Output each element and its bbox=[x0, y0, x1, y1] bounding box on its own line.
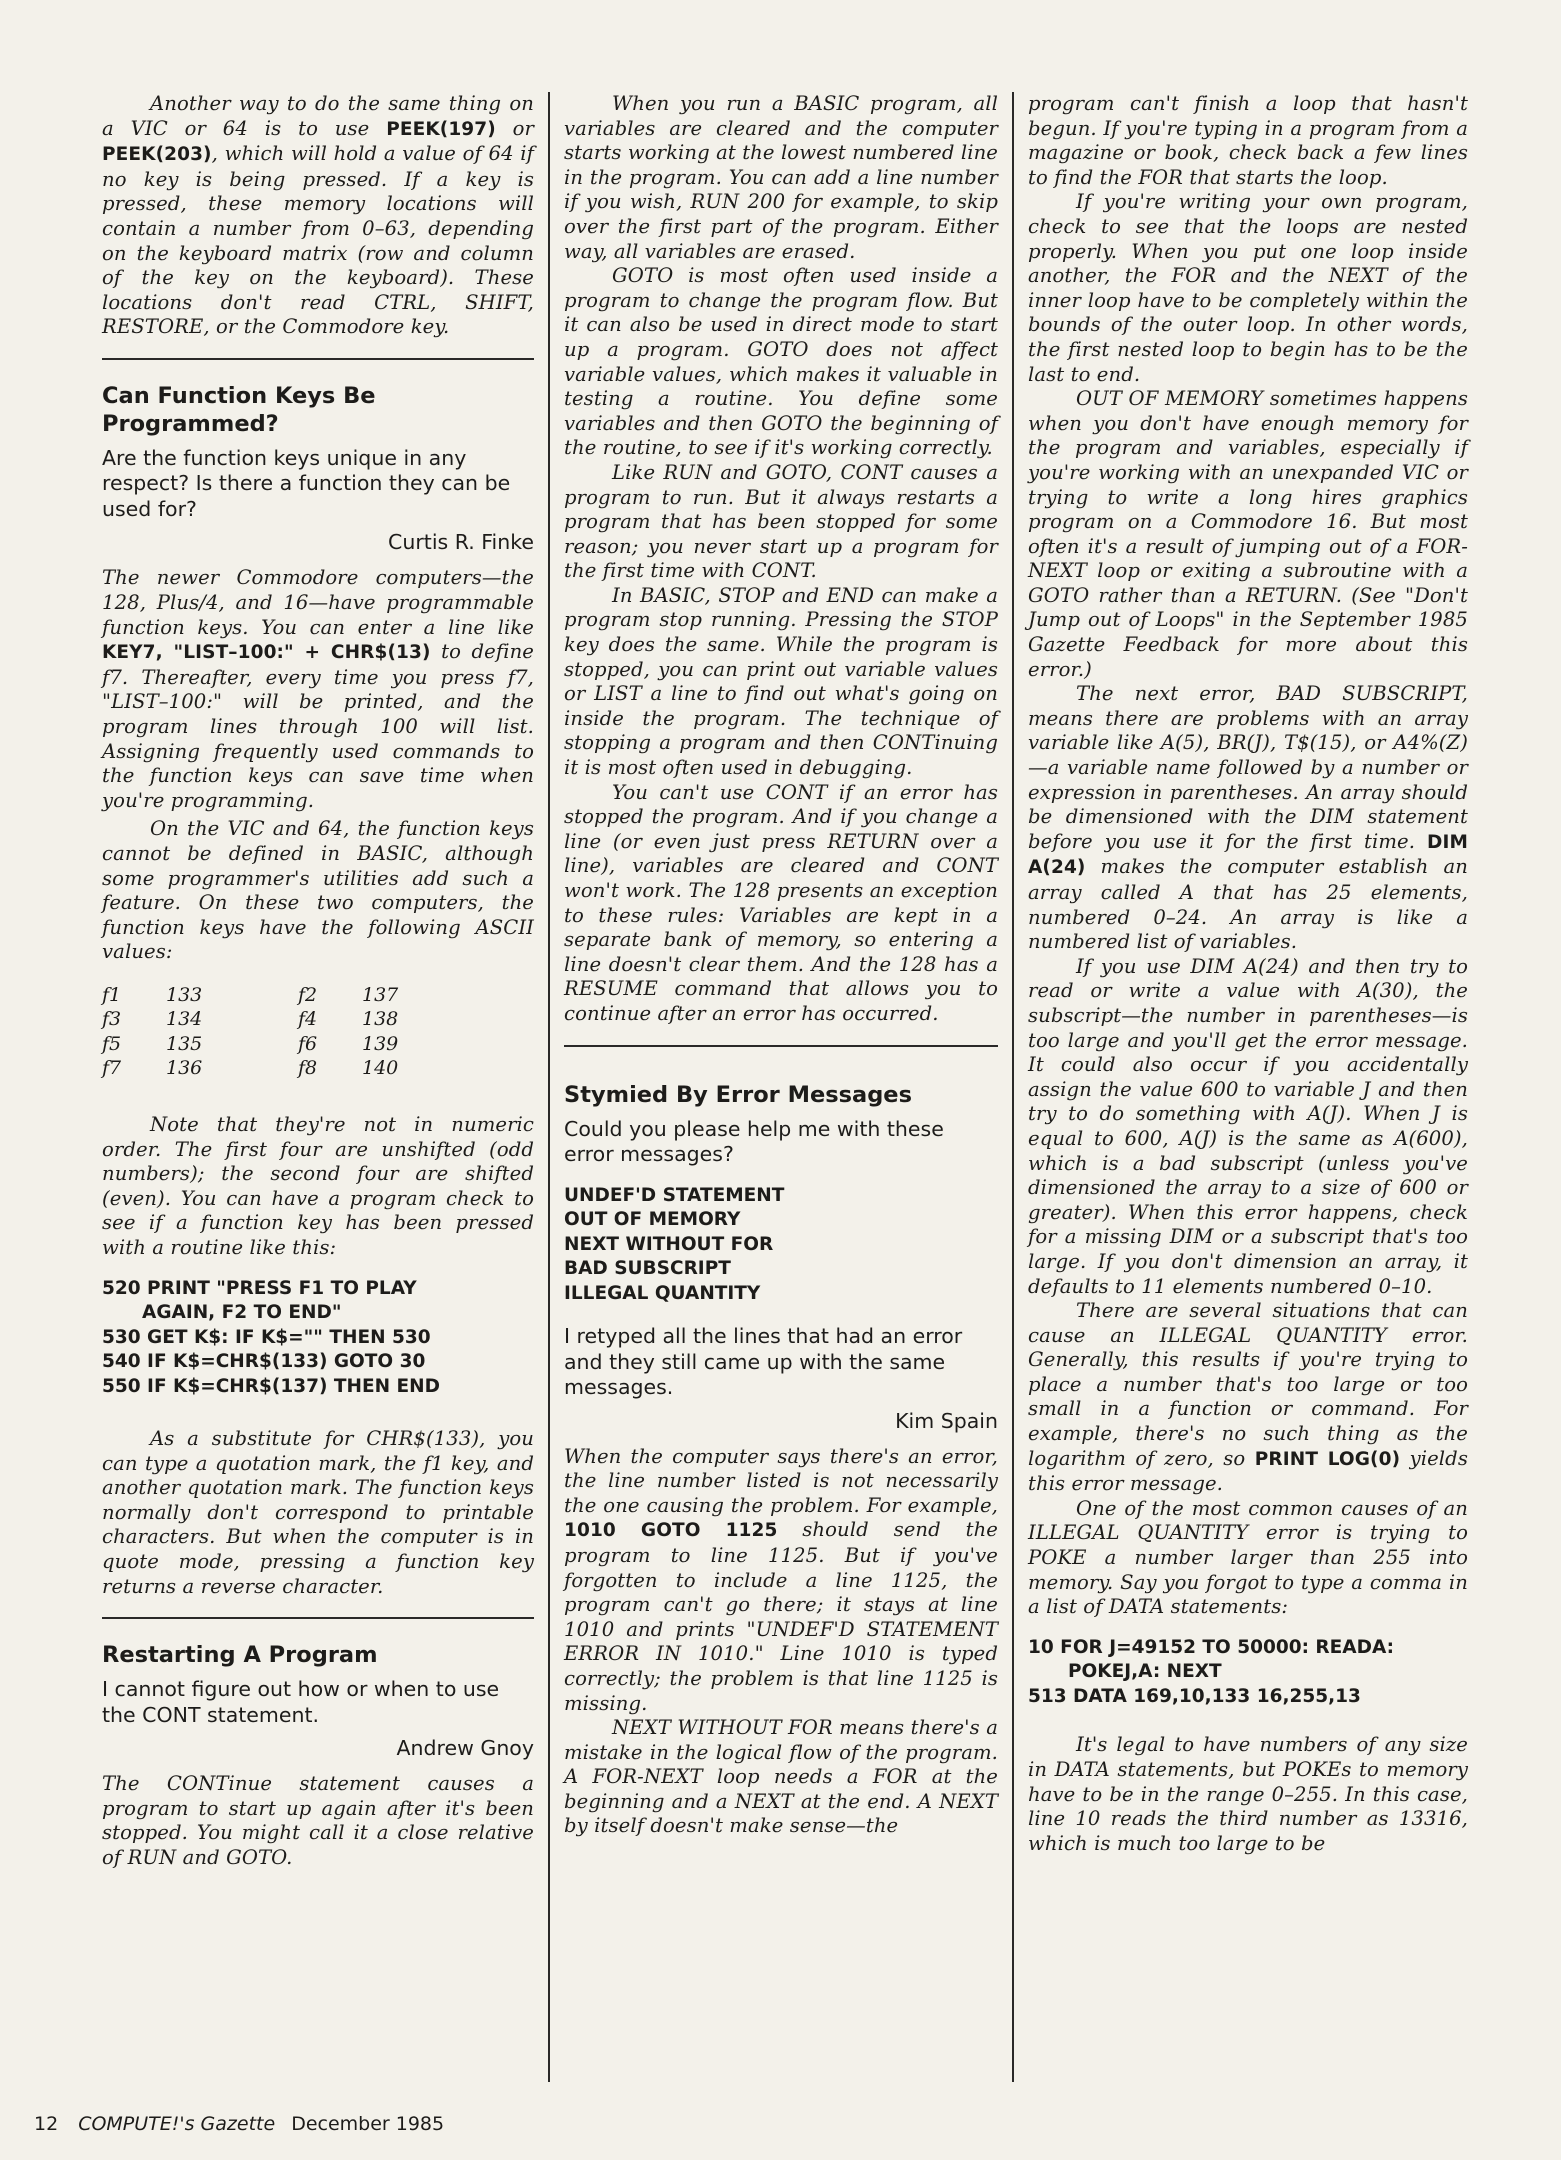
paragraph: program can't finish a loop that hasn't begun. If you're typing in a program from a magazine or book, check back a few lines to find the FOR that starts the loop. bbox=[1028, 92, 1468, 189]
section-divider bbox=[102, 1617, 534, 1619]
column-3 bbox=[1028, 92, 1468, 1856]
list-item: OUT OF MEMORY bbox=[564, 1209, 741, 1231]
code-line: POKEJ,A: NEXT bbox=[1068, 1661, 1222, 1683]
answer-paragraph: Note that they're not in numeric order. The first four are unshifted (odd numbers); the second four are shifted (even). You can have a program check to see if a function key has been pressed with a routine like this: bbox=[102, 1112, 534, 1259]
paragraph: GOTO is most often used inside a program to change the program flow. But it can also be used in direct mode to start up a program. GOTO does not affect variable values, which makes it valuable in testing a routine. You define some variables and then GOTO the beginning of the routine, to see if it's working correctly. bbox=[564, 264, 998, 460]
answer-paragraph: When the computer says there's an error, the line number listed is not necessarily the one causing the problem. For example, 1010 GOTO 1125 should send the program to line 1125. But if you've forgotten to include a line 1125, the program can't go there; it stays at line 1010 and prints "UNDEF'D STATEMENT ERROR IN 1010." Line 1010 is typed correctly; the problem is that line 1125 is missing. bbox=[564, 1444, 998, 1715]
list-item: BAD SUBSCRIPT bbox=[564, 1258, 731, 1280]
publication-name: COMPUTE!'s Gazette bbox=[78, 2113, 276, 2135]
answer-paragraph: As a substitute for CHR$(133), you can type a quotation mark, the f1 key, and another quotation mark. The function keys normally don't correspond to printable characters. But when the computer is in quote mode, pressing a function key returns a reverse character. bbox=[102, 1427, 534, 1598]
code-line: 513 DATA 169,10,133 16,255,13 bbox=[1028, 1685, 1361, 1707]
answer-paragraph: NEXT WITHOUT FOR means there's a mistake in the logical flow of the program. A FOR-NEXT loop needs a FOR at the beginning and a NEXT at the end. A NEXT by itself doesn't make sense—the bbox=[564, 1716, 998, 1838]
table-row: f7 136 f8 140 bbox=[102, 1057, 399, 1080]
column-rule-right bbox=[1012, 92, 1014, 2082]
code-line: 520 PRINT "PRESS F1 TO PLAY bbox=[102, 1277, 417, 1299]
paragraph: If you use DIM A(24) and then try to read or write a value with A(30), the subscript—the number in parentheses—is too large and you'll get the error message. It could also occur if you accidentally assign the value 600 to variable J and then try to do something with A(J). When J is equal to 600, A(J) is the same as A(600), which is a bad subscript (unless you've dimensioned the array to a size of 600 or greater). When this error happens, check for a missing DIM or a subscript that's too large. If you don't dimension an array, it defaults to 11 elements numbered 0–10. bbox=[1028, 954, 1468, 1298]
answer-paragraph: The CONTinue statement causes a program to start up again after it's been stopped. You might call it a close relative of RUN and GOTO. bbox=[102, 1772, 534, 1869]
paragraph: In BASIC, STOP and END can make a program stop running. Pressing the STOP key does the same. While the program is stopped, you can print out variable values or LIST a line to find out what's going on inside the program. The technique of stopping a program and then CONTinuing it is most often used in debugging. bbox=[564, 583, 998, 780]
list-item: UNDEF'D STATEMENT bbox=[564, 1184, 785, 1206]
code-listing bbox=[1028, 1636, 1468, 1710]
error-message-list bbox=[564, 1184, 998, 1307]
code-line: AGAIN, F2 TO END" bbox=[142, 1302, 342, 1323]
reader-question: Could you please help me with these error messages? bbox=[564, 1116, 944, 1167]
question-author: Curtis R. Finke bbox=[388, 530, 534, 555]
issue-date: December 1985 bbox=[291, 2113, 445, 2135]
paragraph: The next error, BAD SUBSCRIPT, means there are problems with an array variable like A(5), BR(J), T$(15), or A4%(Z)—a variable name followed by a number or expression in parentheses. An array should be dimensioned with the DIM statement before you use it for the first time. DIM A(24) makes the computer establish an array called A that has 25 elements, numbered 0–24. An array is like a numbered list of variables. bbox=[1028, 682, 1468, 954]
code-listing bbox=[102, 1277, 534, 1400]
list-item: NEXT WITHOUT FOR bbox=[564, 1233, 774, 1255]
paragraph: Like RUN and GOTO, CONT causes a program to run. But it always restarts a program that has been stopped for some reason; you never start up a program for the first time with CONT. bbox=[564, 460, 998, 583]
section-divider bbox=[102, 358, 534, 360]
list-item: ILLEGAL QUANTITY bbox=[564, 1282, 761, 1304]
table-row: f1 133 f2 137 bbox=[102, 983, 399, 1006]
section-heading-restarting: Restarting A Program bbox=[102, 1642, 378, 1669]
paragraph: If you're writing your own program, check to see that the loops are nested properly. When you put one loop inside another, the FOR and the NEXT of the inner loop have to be completely within the bounds of the outer loop. In other words, the first nested loop to begin has to be the last to end. bbox=[1028, 190, 1468, 386]
answer-paragraph: The newer Commodore computers—the 128, Plus/4, and 16—have programmable function keys. You can enter a line like KEY7, "LIST–100:" + CHR$(13) to define f7. Thereafter, every time you press f7, "LIST–100:" will be printed, and the program lines through 100 will list. Assigning frequently used commands to the function keys can save time when you're programming. bbox=[102, 566, 535, 812]
paragraph: You can't use CONT if an error has stopped the program. And if you change a line (or even just press RETURN over a line), variables are cleared and CONT won't work. The 128 presents an exception to these rules: Variables are kept in a separate bank of memory, so entering a line doesn't clear them. And the 128 has a RESUME command that allows you to continue after an error has occurred. bbox=[564, 780, 998, 1025]
reader-question: I retyped all the lines that had an error and they still came up with the same messages. bbox=[564, 1324, 963, 1400]
function-key-table bbox=[102, 983, 494, 1081]
code-line: 540 IF K$=CHR$(133) GOTO 30 bbox=[102, 1351, 426, 1372]
code-line: 530 GET K$: IF K$="" THEN 530 bbox=[102, 1326, 431, 1348]
question-author: Kim Spain bbox=[895, 1408, 998, 1433]
paragraph: OUT OF MEMORY sometimes happens when you don't have enough memory for the program and variables, especially if you're working with an unexpanded VIC or trying to write a long hires graphics program on a Commodore 16. But most often it's a result of jumping out of a FOR-NEXT loop or exiting a subroutine with a GOTO rather than a RETURN. (See "Don't Jump out of Loops" in the September 1985 Gazette Feedback for more about this error.) bbox=[1028, 387, 1468, 681]
paragraph: There are several situations that can cause an ILLEGAL QUANTITY error. Generally, this results if you're trying to place a number that's too large or too small in a function or command. For example, there's no such thing as the logarithm of zero, so PRINT LOG(0) yields this error message. bbox=[1028, 1299, 1468, 1496]
code-line: 10 FOR J=49152 TO 50000: READA: bbox=[1028, 1636, 1395, 1658]
paragraph: One of the most common causes of an ILLEGAL QUANTITY error is trying to POKE a number larger than 255 into memory. Say you forgot to type a comma in a list of DATA statements: bbox=[1028, 1496, 1468, 1619]
section-divider bbox=[564, 1045, 998, 1047]
answer-paragraph: On the VIC and 64, the function keys cannot be defined in BASIC, although some programmer's utilities add such a feature. On these two computers, the function keys have the following ASCII values: bbox=[102, 817, 534, 964]
table-row: f5 135 f6 139 bbox=[102, 1032, 399, 1055]
table-row: f3 134 f4 138 bbox=[102, 1008, 399, 1031]
paragraph: When you run a BASIC program, all variables are cleared and the computer starts working at the lowest numbered line in the program. You can add a line number if you wish, RUN 200 for example, to skip over the first part of the program. Either way, all variables are erased. bbox=[564, 92, 998, 263]
code-line: 550 IF K$=CHR$(137) THEN END bbox=[102, 1375, 441, 1397]
section-heading-error-messages: Stymied By Error Messages bbox=[564, 1081, 912, 1108]
page-number: 12 bbox=[34, 2113, 59, 2135]
reader-question: Are the function keys unique in any respect? Is there a function they can be used for? bbox=[102, 445, 511, 521]
column-1 bbox=[102, 92, 534, 1871]
paragraph: Another way to do the same thing on a VIC or 64 is to use PEEK(197) or PEEK(203), which will hold a value of 64 if no key is being pressed. If a key is pressed, these memory locations will contain a number from 0–63, depending on the keyboard matrix (row and column of the key on the keyboard). These locations don't read CTRL, SHIFT, RESTORE, or the Commodore key. bbox=[102, 92, 534, 339]
column-rule-left bbox=[548, 92, 550, 2082]
column-2 bbox=[564, 92, 998, 1839]
section-heading-function-keys: Can Function Keys Be Programmed? bbox=[102, 382, 376, 437]
paragraph: It's legal to have numbers of any size in DATA statements, but POKEs to memory have to be in the range 0–255. In this case, line 10 reads the third number as 13316, which is much too large to be bbox=[1028, 1733, 1468, 1855]
reader-question: I cannot figure out how or when to use the CONT statement. bbox=[102, 1677, 500, 1727]
question-author: Andrew Gnoy bbox=[396, 1736, 534, 1761]
page-footer bbox=[34, 2113, 444, 2135]
